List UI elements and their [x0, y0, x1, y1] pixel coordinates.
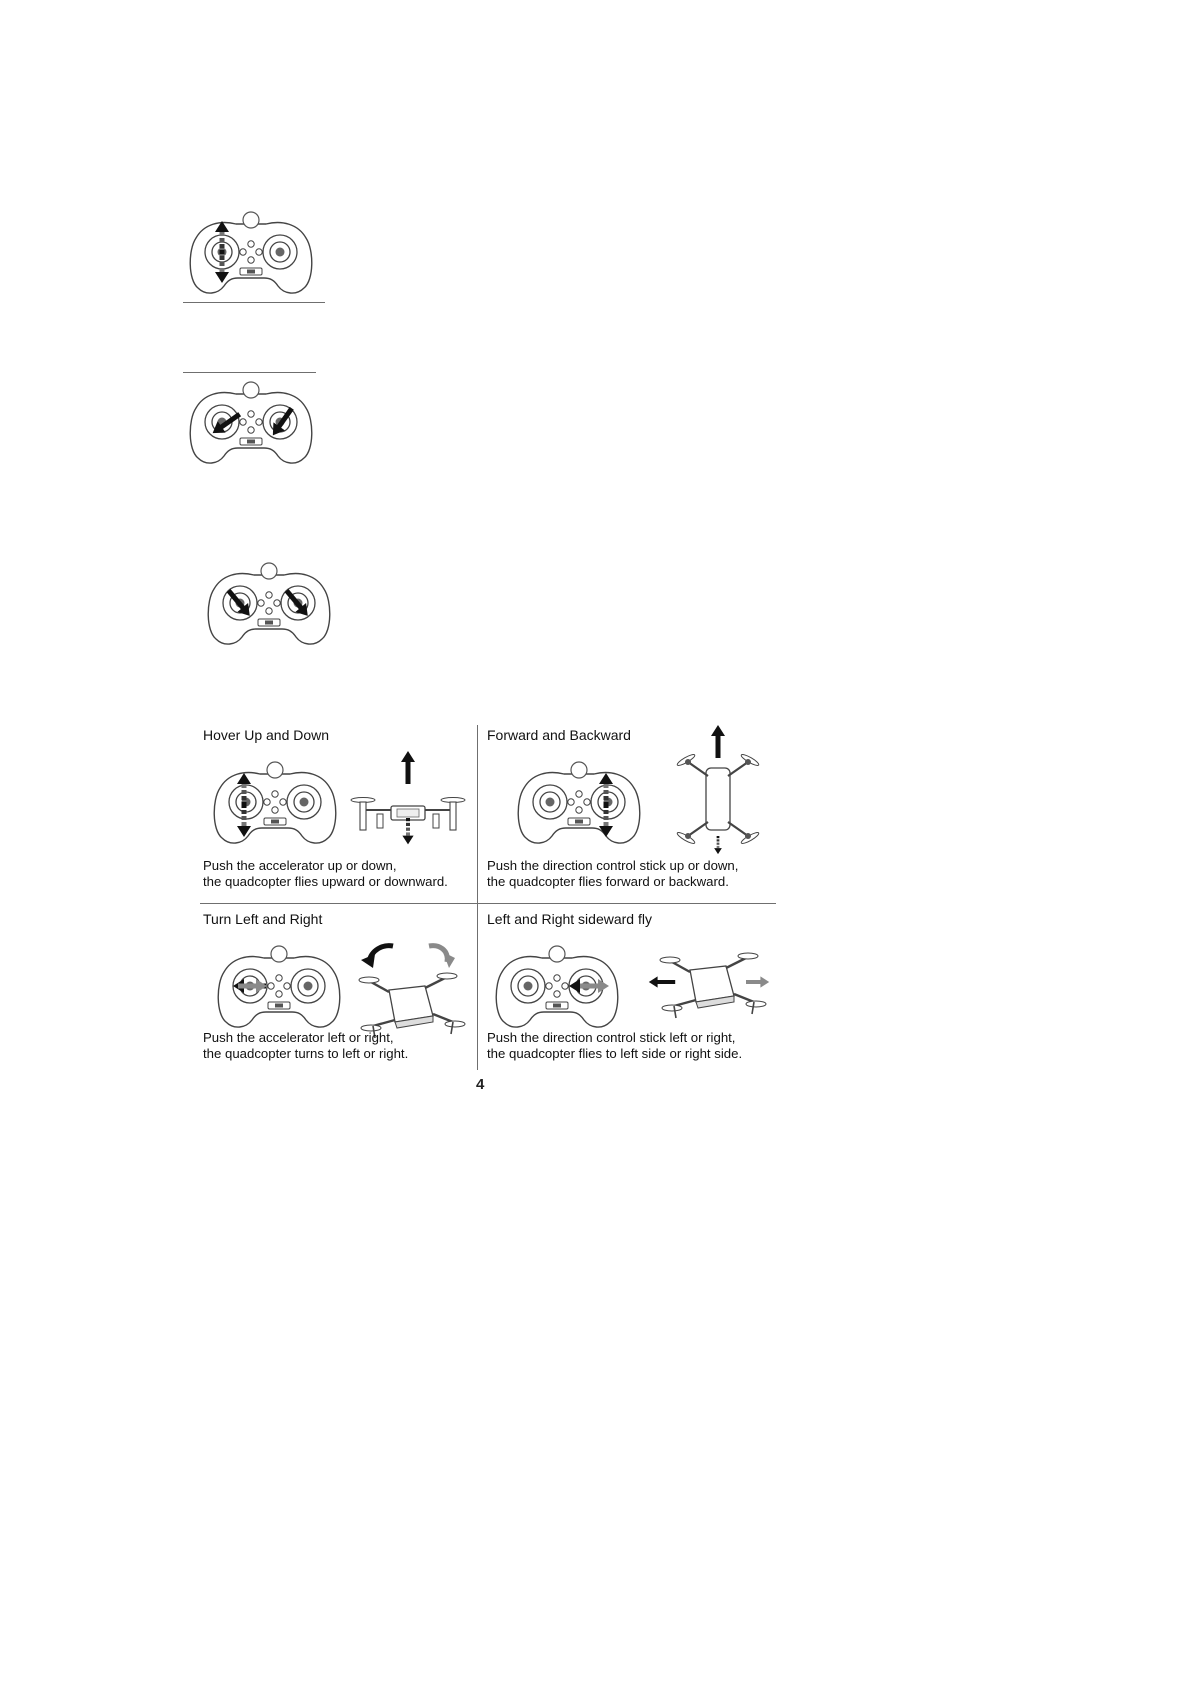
page-number: 4 [476, 1076, 485, 1093]
grid-vertical-divider [477, 725, 478, 1070]
grid-horizontal-divider [200, 903, 776, 904]
panel-title-hover: Hover Up and Down [203, 727, 330, 743]
caption-turn: Push the accelerator left or right, the quadcopter turns to left or right. [203, 1030, 409, 1061]
sideward-drone-figure [632, 930, 782, 1030]
panel-title-sideward: Left and Right sideward fly [487, 911, 652, 927]
divider-line [183, 372, 316, 373]
caption-forward-backward: Push the direction control stick up or down, the quadcopter flies forward or backward. [487, 858, 739, 889]
controller-sticks-down-outward [200, 557, 340, 657]
turn-drone-figure [345, 930, 470, 1040]
turn-controller-figure [200, 936, 350, 1036]
caption-sideward: Push the direction control stick left or right, the quadcopter flies to left side or right side. [487, 1030, 743, 1061]
controller-sticks-down-inward [182, 376, 322, 476]
sideward-controller-figure [488, 936, 648, 1036]
panel-title-forward-backward: Forward and Backward [487, 727, 631, 743]
panel-title-turn: Turn Left and Right [203, 911, 323, 927]
forward-drone-figure [672, 722, 762, 852]
hover-controller-figure [206, 752, 346, 852]
hover-drone-figure [345, 748, 470, 848]
controller-throttle-up-down [180, 198, 330, 298]
divider-line [183, 302, 325, 303]
forward-controller-figure [510, 752, 650, 852]
caption-hover: Push the accelerator up or down, the quadcopter flies upward or downward. [203, 858, 448, 889]
